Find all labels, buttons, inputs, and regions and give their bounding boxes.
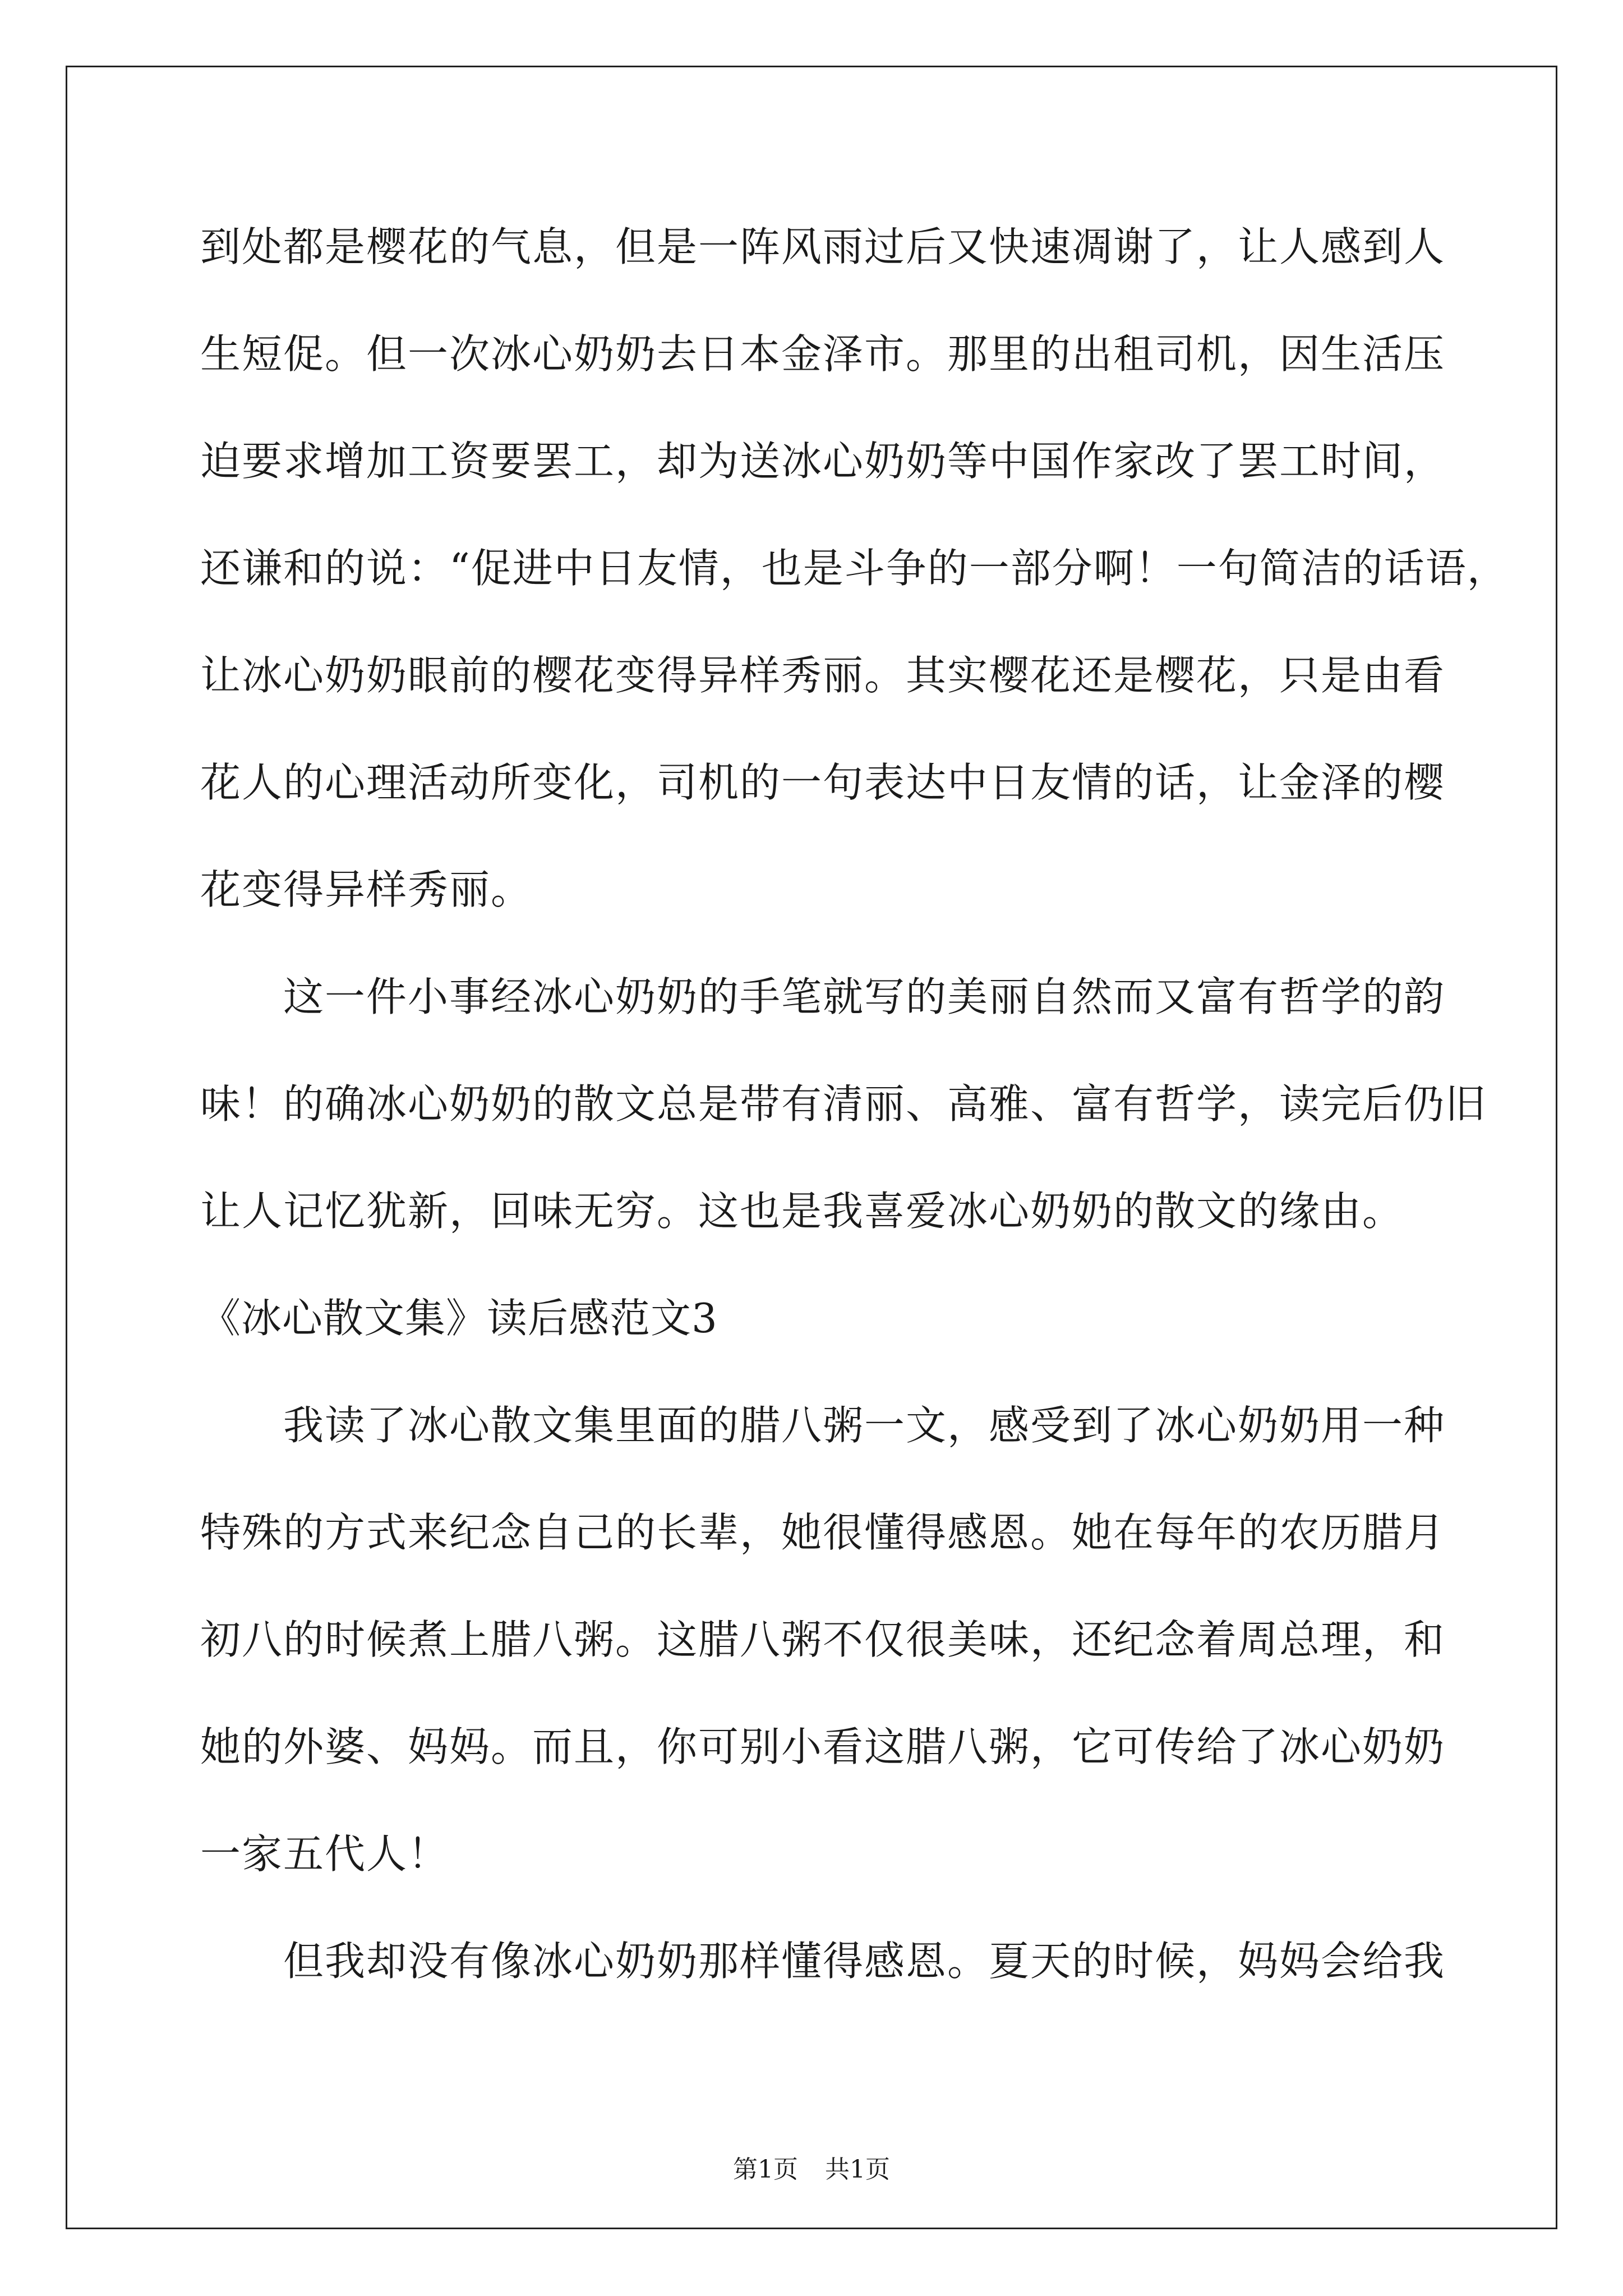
text-line: 但我却没有像冰心奶奶那样懂得感恩。夏天的时候，妈妈会给我 (283, 1938, 1446, 1985)
text-line: 她的外婆、妈妈。而且，你可别小看这腊八粥，它可传给了冰心奶奶 (200, 1723, 1446, 1770)
text-line: 让人记忆犹新，回味无穷。这也是我喜爱冰心奶奶的散文的缘由。 (200, 1188, 1404, 1235)
text-line: 让冰心奶奶眼前的樱花变得异样秀丽。其实樱花还是樱花，只是由看 (200, 652, 1446, 699)
page-footer (0, 2153, 1623, 2187)
text-line: 到处都是樱花的气息，但是一阵风雨过后又快速凋谢了，让人感到人 (200, 223, 1446, 270)
text-line: 还谦和的说：“促进中日友情，也是斗争的一部分啊！一句简洁的话语， (200, 545, 1509, 592)
text-line: 初八的时候煮上腊八粥。这腊八粥不仅很美味，还纪念着周总理，和 (200, 1616, 1446, 1663)
text-line: 特殊的方式来纪念自己的长辈，她很懂得感恩。她在每年的农历腊月 (200, 1509, 1446, 1556)
page-number: 第1页 (733, 2155, 798, 2184)
text-line: 我读了冰心散文集里面的腊八粥一文，感受到了冰心奶奶用一种 (283, 1402, 1446, 1449)
text-line: 迫要求增加工资要罢工，却为送冰心奶奶等中国作家改了罢工时间， (200, 438, 1446, 485)
page-total: 共1页 (825, 2155, 890, 2184)
text-line: 花变得异样秀丽。 (200, 866, 533, 913)
text-line: 这一件小事经冰心奶奶的手笔就写的美丽自然而又富有哲学的韵 (283, 973, 1446, 1020)
text-line: 一家五代人！ (200, 1830, 450, 1878)
section-heading: 《冰心散文集》读后感范文3 (200, 1295, 718, 1342)
text-line: 味！的确冰心奶奶的散文总是带有清丽、高雅、富有哲学，读完后仍旧 (200, 1080, 1487, 1128)
text-line: 生短促。但一次冰心奶奶去日本金泽市。那里的出租司机，因生活压 (200, 330, 1446, 378)
page-border (66, 66, 1557, 2229)
text-line: 花人的心理活动所变化，司机的一句表达中日友情的话，让金泽的樱 (200, 759, 1446, 806)
